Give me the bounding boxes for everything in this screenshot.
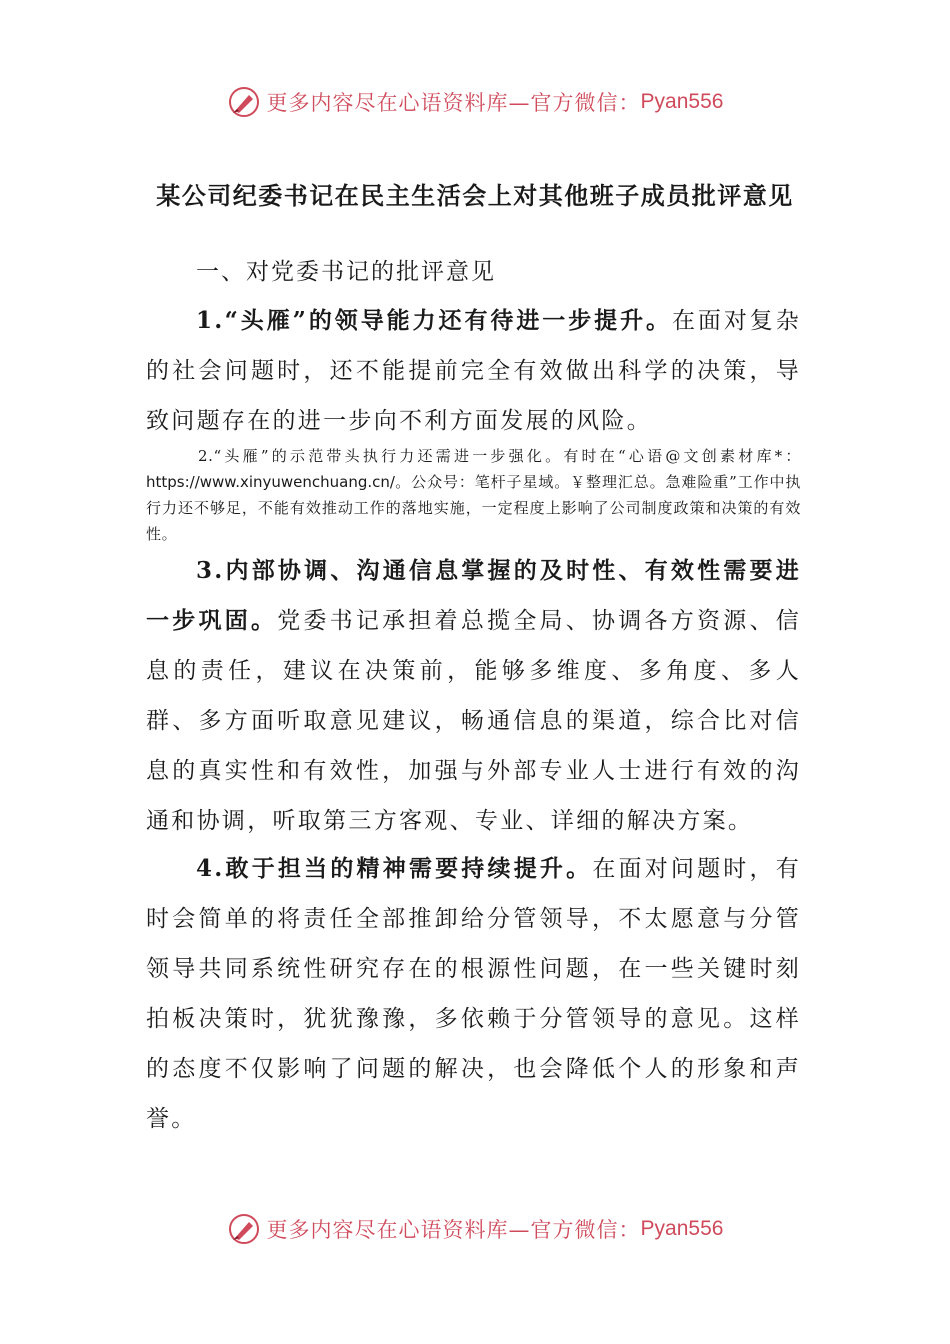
- section-heading: 一、对党委书记的批评意见: [196, 259, 496, 285]
- item-1-number: 1.: [196, 307, 225, 334]
- header-banner: [0, 82, 950, 122]
- footer-banner-wechat-id: Pyan556: [640, 1217, 724, 1240]
- item-1-heading: “头雁”的领导能力还有待进一步提升。: [224, 307, 672, 334]
- pen-nib-logo-icon: [227, 85, 261, 119]
- item-3-heading: 内部协调、沟通信息掌握的及时性、有效性需要进一步巩固。: [146, 557, 801, 634]
- item-2-text-after-url: 。公众号：笔杆子星域。￥整理汇总。急难险重”工作中执行力还不够足，不能有效推动工作的落地实施，一定程度上影响了公司制度政策和决策的有效性。: [146, 473, 801, 543]
- footer-banner-text: 更多内容尽在心语资料库—官方微信：: [266, 1218, 641, 1242]
- critique-item-1: [146, 296, 801, 446]
- banner-text: 更多内容尽在心语资料库—官方微信：: [266, 91, 641, 115]
- item-1-body: 在面对复杂的社会问题时，还不能提前完全有效做出科学的决策，导致问题存在的进一步向不利方面发展的风险。: [146, 308, 802, 434]
- item-4-body: 在面对问题时，有时会简单的将责任全部推卸给分管领导，不太愿意与分管领导共同系统性研究存在的根源性问题，在一些关键时刻拍板决策时，犹犹豫豫，多依赖于分管领导的意见。这样的态度不仅影响了问题的解决，也会降低个人的形象和声誉。: [146, 856, 802, 1132]
- critique-item-2: [146, 443, 801, 547]
- document-title: 某公司纪委书记在民主生活会上对其他班子成员批评意见: [156, 181, 794, 210]
- item-2-number: 2.: [198, 447, 214, 465]
- item-4-number: 4.: [196, 855, 225, 882]
- item-3-number: 3.: [196, 557, 225, 584]
- item-2-url: https://www.xinyuwenchuang.cn/: [146, 473, 395, 491]
- item-4-heading: 敢于担当的精神需要持续提升。: [224, 855, 593, 882]
- item-3-body: 党委书记承担着总揽全局、协调各方资源、信息的责任，建议在决策前，能够多维度、多角度、多人群、多方面听取意见建议，畅通信息的渠道，综合比对信息的真实性和有效性，加强与外部专业人士进行有效的沟通和协调，听取第三方客观、专业、详细的解决方案。: [146, 608, 801, 834]
- critique-item-4: [146, 844, 801, 1144]
- pen-nib-logo-icon: [227, 1212, 261, 1246]
- banner-wechat-id: Pyan556: [640, 90, 724, 113]
- item-2-text-before-url: “头雁”的示范带头执行力还需进一步强化。有时在“心语@文创素材库*：: [213, 447, 801, 465]
- critique-item-3: [146, 546, 801, 846]
- footer-banner: [0, 1209, 950, 1249]
